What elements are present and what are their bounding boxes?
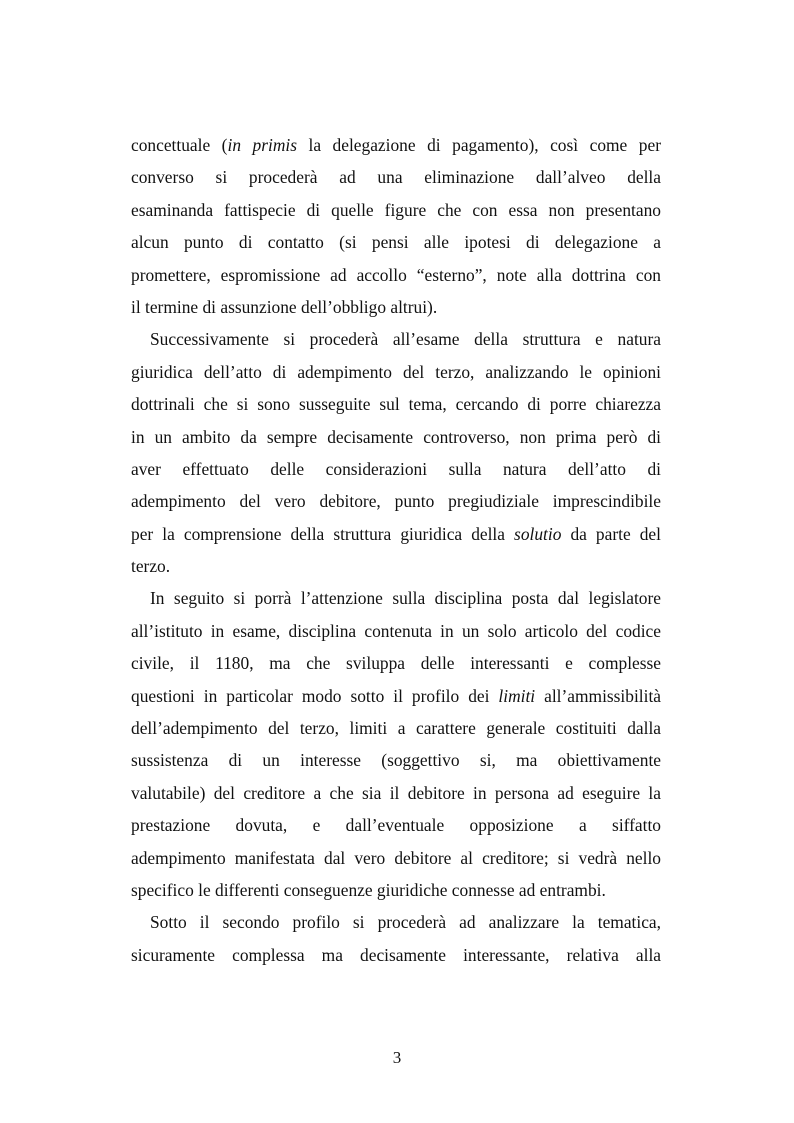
text-line: alcun punto di contatto (si pensi alle ipotesi di delegazione a xyxy=(131,232,661,253)
paragraph-4 xyxy=(131,906,661,971)
italic-term: in primis xyxy=(227,135,297,155)
text-line: sussistenza di un interesse (soggettivo si, ma obiettivamente xyxy=(131,750,661,771)
text-line: civile, il 1180, ma che sviluppa delle interessanti e complesse xyxy=(131,653,661,674)
text-line: specifico le differenti conseguenze giuridiche connesse ad entrambi. xyxy=(131,879,606,900)
text-line: questioni in particolar modo sotto il profilo dei limiti all’ammissibilità xyxy=(131,685,662,706)
italic-term: limiti xyxy=(498,685,536,706)
text-line: promettere, espromissione ad accollo “esterno”, note alla dottrina con xyxy=(131,264,661,285)
text-line: all’istituto in esame, disciplina contenuta in un solo articolo del codice xyxy=(131,620,661,641)
text-line: giuridica dell’atto di adempimento del terzo, analizzando le opinioni xyxy=(131,361,661,382)
text-line: il termine di assunzione dell’obbligo altrui). xyxy=(131,296,438,317)
text-line: per la comprensione della struttura giuridica della solutio da parte del xyxy=(131,523,661,544)
text-line: valutabile) del creditore a che sia il debitore in persona ad eseguire la xyxy=(131,782,661,803)
page-number: 3 xyxy=(392,1048,402,1067)
text-line: concettuale (in primis la delegazione di pagamento), così come per xyxy=(131,135,661,155)
italic-term: solutio xyxy=(514,523,562,544)
text-line: prestazione dovuta, e dall’eventuale opposizione a siffatto xyxy=(131,815,661,836)
text-line: adempimento manifestata dal vero debitore al creditore; si vedrà nello xyxy=(131,847,661,868)
text-line: In seguito si porrà l’attenzione sulla disciplina posta dal legislatore xyxy=(150,588,661,609)
text-line: terzo. xyxy=(131,556,171,577)
text-line: aver effettuato delle considerazioni sulla natura dell’atto di xyxy=(131,458,661,479)
text-line: dottrinali che si sono susseguite sul tema, cercando di porre chiarezza xyxy=(131,394,661,415)
text-line: dell’adempimento del terzo, limiti a carattere generale costituiti dalla xyxy=(131,718,661,739)
paragraph-3 xyxy=(131,582,661,906)
text-line: esaminanda fattispecie di quelle figure che con essa non presentano xyxy=(131,199,661,220)
body-text xyxy=(131,129,661,971)
text-line: adempimento del vero debitore, punto pregiudiziale imprescindibile xyxy=(131,491,661,512)
paragraph-1 xyxy=(131,129,661,323)
text-line: in un ambito da sempre decisamente controverso, non prima però di xyxy=(131,426,661,447)
text-line: Successivamente si procederà all’esame della struttura e natura xyxy=(150,329,661,350)
text-line: sicuramente complessa ma decisamente interessante, relativa alla xyxy=(131,944,661,965)
paragraph-2 xyxy=(131,323,661,582)
text-line: Sotto il secondo profilo si procederà ad analizzare la tematica, xyxy=(150,912,661,933)
text-line: converso si procederà ad una eliminazione dall’alveo della xyxy=(131,167,661,188)
